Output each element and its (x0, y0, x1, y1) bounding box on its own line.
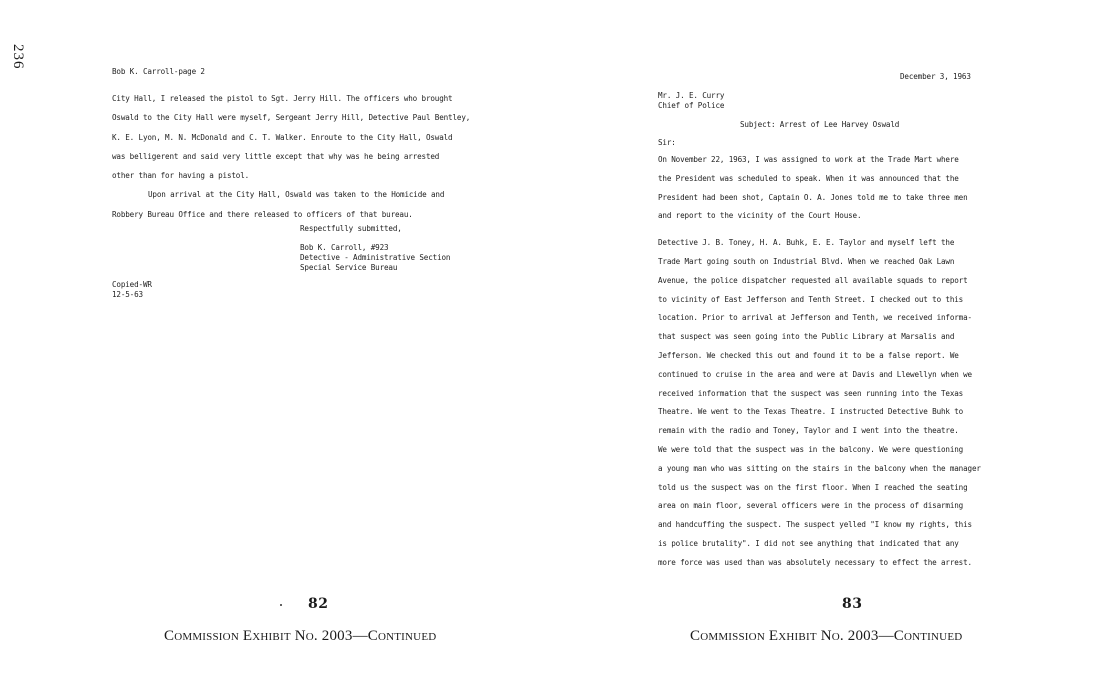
signature-block (300, 224, 450, 273)
body-line: Theatre. We went to the Texas Theatre. I instructed Detective Buhk to (658, 407, 964, 417)
address-line: Chief of Police (658, 101, 725, 110)
body-line: remain with the radio and Toney, Taylor and I went into the theatre. (658, 426, 959, 436)
right-page-number: 83 (842, 596, 863, 612)
body-line: continued to cruise in the area and were at Davis and Llewellyn when we (658, 369, 972, 379)
body-line: Oswald to the City Hall were myself, Sergeant Jerry Hill, Detective Paul Bentley, (112, 113, 471, 123)
address-line: Mr. J. E. Curry (658, 91, 725, 100)
body-line: told us the suspect was on the first floor. When I reached the seating (658, 482, 968, 492)
left-page-number: 82 (308, 596, 329, 612)
left-page (108, 0, 508, 691)
body-line: Robbery Bureau Office and there released to officers of that bureau. (112, 209, 413, 219)
right-page-body (658, 155, 994, 577)
body-line: President had been shot, Captain O. A. Jones told me to take three men (658, 192, 968, 202)
body-line: City Hall, I released the pistol to Sgt. Jerry Hill. The officers who brought (112, 94, 453, 103)
body-line: a young man who was sitting on the stairs in the balcony when the manager (658, 463, 981, 473)
copied-by: Copied-WR (112, 280, 152, 289)
decorative-dot (280, 604, 282, 606)
body-line: to vicinity of East Jefferson and Tenth Street. I checked out to this (658, 294, 964, 304)
body-line: other than for having a pistol. (112, 171, 250, 181)
body-line: is police brutality". I did not see anything that indicated that any (658, 538, 959, 548)
body-line: was belligerent and said very little except that why was he being arrested (112, 151, 440, 161)
body-line: area on main floor, several officers were in the process of disarming (658, 501, 964, 511)
letter-subject: Subject: Arrest of Lee Harvey Oswald (740, 120, 900, 129)
left-page-body (112, 94, 470, 229)
body-line: We were told that the suspect was in the balcony. We were questioning (658, 444, 964, 454)
body-line: K. E. Lyon, M. N. McDonald and C. T. Walker. Enroute to the City Hall, Oswald (112, 132, 453, 142)
letter-address (658, 91, 724, 111)
signature-title: Detective - Administrative Section (300, 253, 451, 262)
body-line: the President was scheduled to speak. When it was announced that the (658, 173, 959, 183)
body-line: received information that the suspect was seen running into the Texas (658, 388, 964, 398)
body-line: Trade Mart going south on Industrial Blvd. When we reached Oak Lawn (658, 256, 955, 266)
volume-page-number: 236 (10, 44, 26, 70)
copied-date: 12-5-63 (112, 290, 143, 299)
right-page-caption: Commission Exhibit No. 2003—Continued (690, 628, 963, 644)
body-line: Upon arrival at the City Hall, Oswald was taken to the Homicide and (148, 190, 445, 200)
body-line: Detective J. B. Toney, H. A. Buhk, E. E. Taylor and myself left the (658, 238, 955, 248)
body-line: more force was used than was absolutely necessary to effect the arrest. (658, 557, 972, 567)
body-line: Avenue, the police dispatcher requested all available squads to report (658, 275, 968, 285)
left-page-header: Bob K. Carroll-page 2 (112, 67, 205, 76)
right-page (656, 0, 996, 691)
body-line: that suspect was seen going into the Public Library at Marsalis and (658, 332, 955, 342)
paragraph-gap (658, 230, 994, 238)
letter-date: December 3, 1963 (900, 72, 971, 81)
signature-name: Bob K. Carroll, #923 (300, 243, 389, 252)
signature-bureau: Special Service Bureau (300, 263, 398, 272)
left-page-caption: Commission Exhibit No. 2003—Continued (164, 628, 437, 644)
body-line: On November 22, 1963, I was assigned to work at the Trade Mart where (658, 155, 959, 164)
letter-salutation: Sir: (658, 138, 676, 147)
body-line: location. Prior to arrival at Jefferson and Tenth, we received informa- (658, 313, 972, 323)
body-line: and handcuffing the suspect. The suspect yelled "I know my rights, this (658, 520, 972, 530)
closing: Respectfully submitted, (300, 224, 402, 233)
copied-notation (112, 280, 152, 300)
body-line: Jefferson. We checked this out and found it to be a false report. We (658, 350, 959, 360)
body-line: and report to the vicinity of the Court House. (658, 211, 862, 221)
